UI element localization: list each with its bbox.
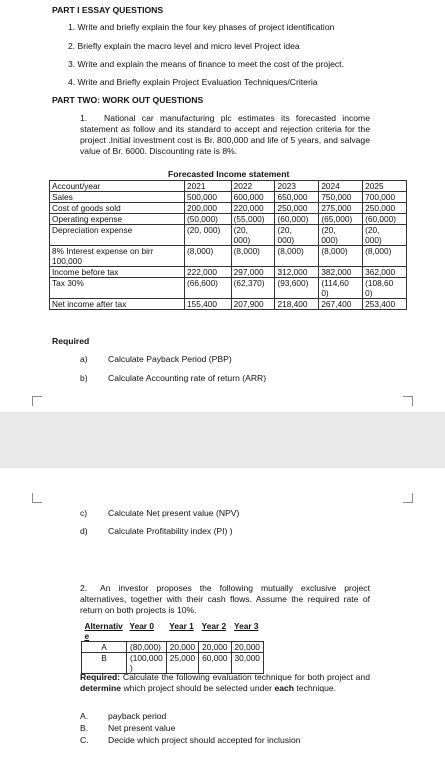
essay-question-2: 2. Briefly explain the macro level and micro level Project idea	[68, 41, 300, 51]
table-cell: (60,000)	[363, 214, 407, 225]
table-cell: (114,60 0)	[319, 278, 363, 299]
table-cell: 218,400	[275, 299, 319, 310]
table-cell: 222,000	[185, 267, 232, 278]
table-row	[50, 181, 407, 192]
table-header: Alternativ e	[84, 621, 123, 641]
table-cell: B	[82, 653, 127, 674]
question-1-text: National car manufacturing plc estimates its forecasted income statement as follow and its standard to accept and rejection criteria for the project .Initial investment cost is Br. 800,000 and life of 5 years, and salvage value of Br. 6000. Discounting rate is 8%.	[80, 113, 370, 156]
crop-mark	[403, 396, 413, 406]
question-2-number: 2.	[80, 583, 88, 593]
table-row	[50, 203, 407, 214]
table-cell: 20,000	[199, 642, 231, 653]
q2-item-text: payback period	[108, 711, 167, 721]
table-cell: Operating expense	[50, 214, 185, 225]
table-cell: (100,000 )	[127, 653, 167, 674]
table-row	[82, 653, 264, 674]
crop-mark	[403, 493, 413, 503]
q2-item-text: Decide which project should accepted for inclusion	[108, 735, 301, 745]
required-item-text: Calculate Net present value (NPV)	[108, 508, 240, 518]
required-item-letter: a)	[80, 354, 88, 364]
table-cell: (108,60 0)	[363, 278, 407, 299]
table-cell: 500,000	[185, 192, 232, 203]
table-cell: Account/year	[50, 181, 185, 192]
table-row	[82, 621, 264, 642]
essay-question-1: 1. Write and briefly explain the four key phases of project identification	[68, 22, 335, 32]
table-cell: Net income after tax	[50, 299, 185, 310]
q2-item-letter: B.	[80, 723, 89, 733]
table-cell: Cost of goods sold	[50, 203, 185, 214]
table-cell: (20, 000)	[319, 225, 363, 246]
table-row	[50, 214, 407, 225]
table-cell: 750,000	[319, 192, 363, 203]
required-text: which project should be selected under	[121, 683, 275, 693]
required-item-text: Calculate Profitability index (PI) )	[108, 526, 233, 536]
part1-heading: PART I ESSAY QUESTIONS	[52, 5, 164, 15]
table-row	[50, 192, 407, 203]
table-cell: 297,000	[231, 267, 275, 278]
required-emphasis: determine	[80, 683, 122, 693]
table-cell: (20, 000)	[185, 225, 232, 246]
table-cell: Depreciation expense	[50, 225, 185, 246]
table-cell: 362,000	[363, 267, 407, 278]
required-emphasis: each	[274, 683, 295, 693]
table-cell: 382,000	[319, 267, 363, 278]
table-row	[50, 225, 407, 246]
required-item-text: Calculate Payback Period (PBP)	[108, 354, 232, 364]
table-cell: 207,900	[231, 299, 275, 310]
table-cell: 20,000	[231, 642, 263, 653]
table-cell: 312,000	[275, 267, 319, 278]
table-cell: (60,000)	[275, 214, 319, 225]
table-cell: 200,000	[185, 203, 232, 214]
table-cell: 250,000	[275, 203, 319, 214]
table-cell: (65,000)	[319, 214, 363, 225]
required-item-letter: d)	[80, 526, 88, 536]
table-cell: (20, 000)	[363, 225, 407, 246]
table-row	[82, 642, 264, 653]
table-cell: 275,000	[319, 203, 363, 214]
table-cell: 155,400	[185, 299, 232, 310]
table-cell: 60,000	[199, 653, 231, 674]
table-cell: (55,000)	[231, 214, 275, 225]
essay-question-4: 4. Write and Briefly explain Project Evaluation Techniques/Criteria	[68, 77, 318, 87]
table-cell: 700,000	[363, 192, 407, 203]
table-cell: 20,000	[166, 642, 198, 653]
table-cell: (8,000)	[275, 246, 319, 267]
required-item-letter: b)	[80, 373, 88, 383]
table-cell: (66,600)	[185, 278, 232, 299]
question-1-number: 1.	[80, 113, 88, 123]
table-cell: 30,000	[231, 653, 263, 674]
alternatives-table	[81, 621, 264, 674]
required-text: technique.	[294, 683, 337, 693]
table-row	[50, 278, 407, 299]
required-text: Calculate the following evaluation technique for both project and	[120, 672, 370, 682]
income-statement-title: Forecasted Income statement	[168, 169, 290, 179]
table-cell: 600,000	[231, 192, 275, 203]
year-header: 2023	[275, 181, 319, 192]
crop-mark	[32, 493, 42, 503]
question-2-required	[80, 672, 370, 694]
income-statement-table	[49, 180, 407, 310]
crop-mark	[32, 396, 42, 406]
table-cell: (8,000)	[185, 246, 232, 267]
table-cell: (62,370)	[231, 278, 275, 299]
table-cell: 220,000	[231, 203, 275, 214]
table-cell: A	[82, 642, 127, 653]
table-row	[50, 299, 407, 310]
required-label: Required	[52, 336, 90, 346]
table-cell: (20, 000)	[275, 225, 319, 246]
q2-item-letter: C.	[80, 735, 89, 745]
table-header: Year 3	[234, 621, 259, 631]
table-cell: (8,000)	[319, 246, 363, 267]
table-cell: Income before tax	[50, 267, 185, 278]
table-header: Year 0	[129, 621, 154, 631]
table-cell: (50,000)	[185, 214, 232, 225]
table-cell: 650,000	[275, 192, 319, 203]
table-header: Year 1	[169, 621, 194, 631]
document-page-2	[0, 468, 445, 768]
required-prefix: Required:	[80, 672, 121, 682]
table-cell: 250,000	[363, 203, 407, 214]
table-cell: (8,000)	[231, 246, 275, 267]
table-row	[50, 246, 407, 267]
year-header: 2021	[185, 181, 232, 192]
year-header: 2025	[363, 181, 407, 192]
table-cell: Tax 30%	[50, 278, 185, 299]
question-2-text: An investor proposes the following mutually exclusive project alternatives, together with their cash flows. Assume the required rate of return on both projects is 10%.	[80, 583, 370, 615]
year-header: 2022	[231, 181, 275, 192]
table-cell: Sales	[50, 192, 185, 203]
table-cell: (8,000)	[363, 246, 407, 267]
table-cell: (80,000)	[127, 642, 167, 653]
required-item-text: Calculate Accounting rate of return (ARR)	[108, 373, 267, 383]
q2-item-letter: A.	[80, 711, 89, 721]
table-row	[50, 267, 407, 278]
table-cell: 8% Interest expense on birr 100,000	[50, 246, 185, 267]
table-cell: 253,400	[363, 299, 407, 310]
table-cell: (20, 000)	[231, 225, 275, 246]
table-header: Year 2	[201, 621, 227, 631]
year-header: 2024	[319, 181, 363, 192]
q2-item-text: Net present value	[108, 723, 176, 733]
essay-question-3: 3. Write and explain the means of finance to meet the cost of the project.	[68, 59, 344, 69]
table-cell: 267,400	[319, 299, 363, 310]
part2-heading: PART TWO: WORK OUT QUESTIONS	[52, 95, 204, 105]
table-cell: (93,600)	[275, 278, 319, 299]
table-cell: 25,000	[166, 653, 198, 674]
page-gap	[0, 412, 445, 468]
required-item-letter: c)	[80, 508, 88, 518]
